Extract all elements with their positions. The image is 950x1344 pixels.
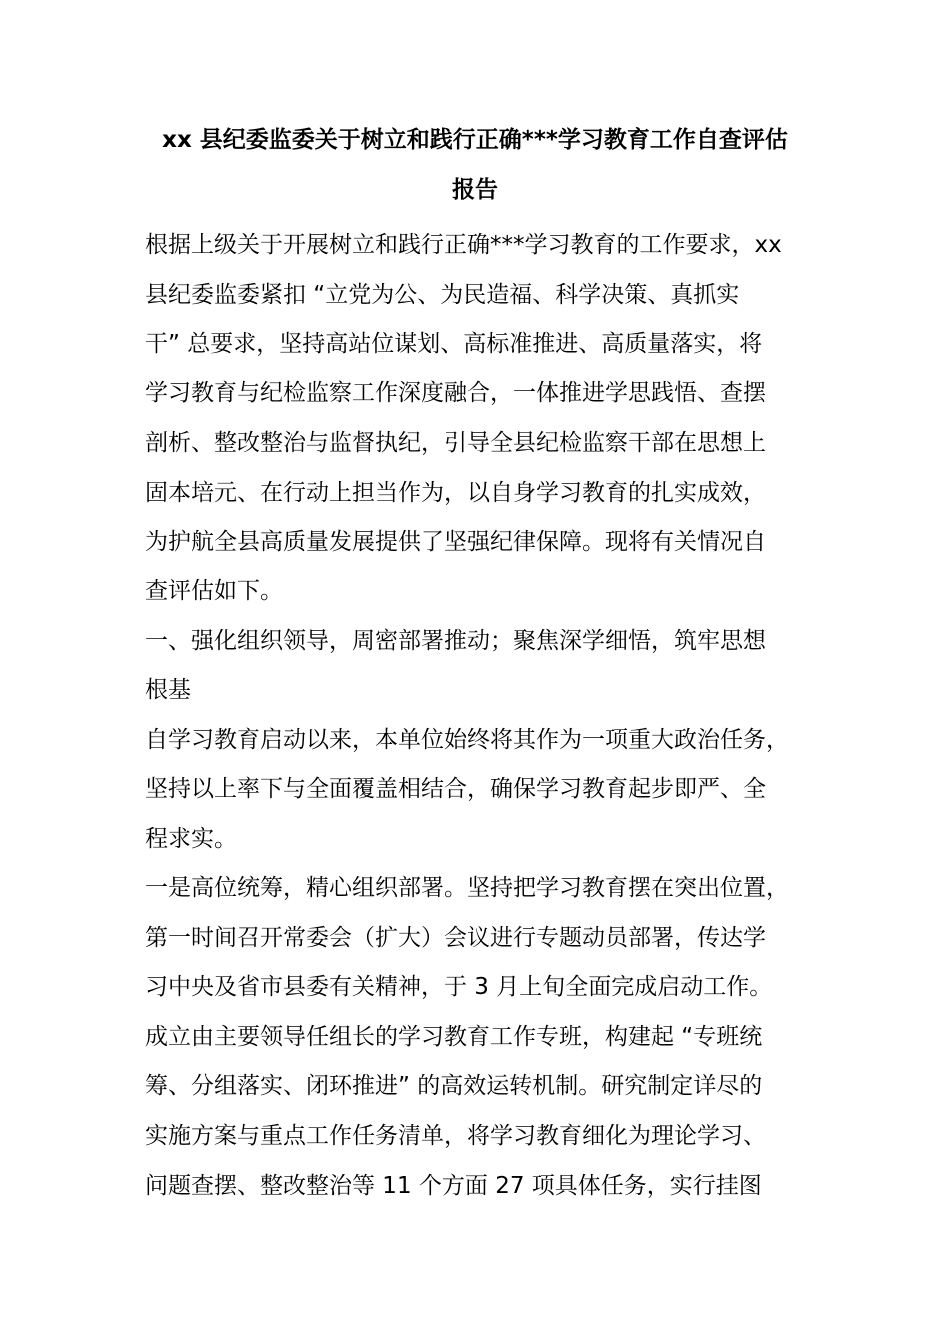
body-text-line: 根据上级关于开展树立和践行正确***学习教育的工作要求，xx [145, 232, 782, 258]
body-text-line: 实施方案与重点工作任务清单，将学习教育细化为理论学习、 [145, 1123, 766, 1149]
body-text-line: 查评估如下。 [145, 578, 283, 604]
section-heading-line: 根基 [145, 677, 191, 703]
document-title-line-2: 报告 [452, 177, 498, 203]
body-text-line: 筹、分组落实、闭环推进” 的高效运转机制。研究制定详尽的 [145, 1073, 763, 1099]
body-text-line: 剖析、整改整治与监督执纪，引导全县纪检监察干部在思想上 [145, 430, 766, 456]
body-text-line: 一是高位统筹，精心组织部署。坚持把学习教育摆在突出位置， [145, 875, 789, 901]
body-text-line: 学习教育与纪检监察工作深度融合，一体推进学思践悟、查摆 [145, 380, 766, 406]
body-text-line: 程求实。 [145, 826, 237, 852]
body-text-line: 成立由主要领导任组长的学习教育工作专班，构建起 “专班统 [145, 1024, 763, 1050]
body-text-line: 坚持以上率下与全面覆盖相结合，确保学习教育起步即严、全 [145, 776, 766, 802]
body-text-line: 问题查摆、整改整治等 11 个方面 27 项具体任务，实行挂图 [145, 1173, 762, 1199]
body-text-line: 固本培元、在行动上担当作为，以自身学习教育的扎实成效， [145, 480, 766, 506]
body-text-line: 县纪委监委紧扣 “立党为公、为民造福、科学决策、真抓实 [145, 282, 740, 308]
body-text-line: 干” 总要求，坚持高站位谋划、高标准推进、高质量落实，将 [145, 331, 763, 357]
section-heading-line: 一、强化组织领导，周密部署推动；聚焦深学细悟，筑牢思想 [145, 628, 766, 654]
body-text-line: 为护航全县高质量发展提供了坚强纪律保障。现将有关情况自 [145, 529, 766, 555]
body-text-line: 自学习教育启动以来，本单位始终将其作为一项重大政治任务， [145, 727, 789, 753]
body-text-line: 习中央及省市县委有关精神，于 3 月上旬全面完成启动工作。 [145, 974, 773, 1000]
document-title-line-1: xx 县纪委监委关于树立和践行正确***学习教育工作自查评估 [162, 127, 788, 153]
body-text-line: 第一时间召开常委会（扩大）会议进行专题动员部署，传达学 [145, 925, 766, 951]
